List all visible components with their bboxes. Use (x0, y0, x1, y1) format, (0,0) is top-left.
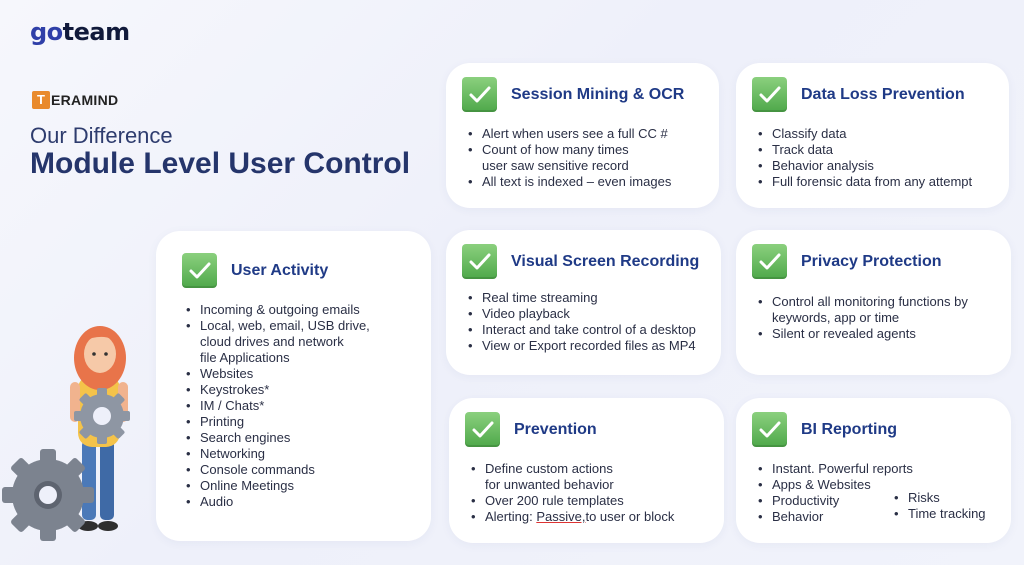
list-item: • Console commands (184, 462, 370, 478)
list-item: • Instant. Powerful reports (756, 461, 913, 477)
list-item: • Real time streaming (466, 290, 696, 306)
list-item: • Search engines (184, 430, 370, 446)
list-item: • Behavior (756, 509, 913, 525)
passive-underlined-text: Passive, (536, 509, 586, 524)
list-item: • Networking (184, 446, 370, 462)
card-prevention (449, 398, 724, 543)
card-title: User Activity (231, 261, 329, 279)
card-visual-screen-recording (446, 230, 721, 375)
list-item: • Time tracking (892, 506, 986, 522)
list-item: • Risks (892, 490, 986, 506)
teramind-initial: T (32, 91, 50, 109)
list-item: file Applications (200, 350, 290, 365)
list-item: • Printing (184, 414, 370, 430)
list-item: • Over 200 rule templates (469, 493, 674, 509)
list-item: • Apps & Websites (756, 477, 913, 493)
list-item: • Incoming & outgoing emails (184, 302, 370, 318)
list-item: • Define custom actions (469, 461, 674, 477)
card-bi-reporting (736, 398, 1011, 543)
card-session-mining (446, 63, 719, 208)
card-title: Session Mining & OCR (511, 85, 685, 103)
card-user-activity (156, 231, 431, 541)
checkmark-icon (182, 253, 217, 288)
list-item: • Control all monitoring functions by (756, 294, 968, 310)
list-item: • Local, web, email, USB drive, (184, 318, 370, 334)
card-title: BI Reporting (801, 420, 897, 438)
card-title: Prevention (514, 420, 597, 438)
list-item: • Productivity (756, 493, 913, 509)
list-item: • Behavior analysis (756, 158, 972, 174)
list-item: • Alerting: Passive,to user or block (469, 509, 674, 525)
list-item: user saw sensitive record (482, 158, 629, 173)
list-item: • Keystrokes* (184, 382, 370, 398)
checkmark-icon (462, 244, 497, 279)
list-item: • Classify data (756, 126, 972, 142)
list-item: • Full forensic data from any attempt (756, 174, 972, 190)
checkmark-icon (462, 77, 497, 112)
list-item: • All text is indexed – even images (466, 174, 671, 190)
card-title: Privacy Protection (801, 252, 942, 270)
list-item: for unwanted behavior (485, 477, 614, 492)
checkmark-icon (752, 77, 787, 112)
list-item: • Count of how many times (466, 142, 671, 158)
card-privacy-protection (736, 230, 1011, 375)
card-title: Visual Screen Recording (511, 252, 700, 270)
teramind-logo (32, 91, 118, 109)
card-title: Data Loss Prevention (801, 85, 965, 103)
list-item: • IM / Chats* (184, 398, 370, 414)
list-item: keywords, app or time (772, 310, 900, 325)
list-item: • Websites (184, 366, 370, 382)
page-title: Module Level User Control (30, 147, 411, 180)
list-item: • Silent or revealed agents (756, 326, 968, 342)
checkmark-icon (465, 412, 500, 447)
list-item: • Online Meetings (184, 478, 370, 494)
card-data-loss-prevention (736, 63, 1009, 208)
list-item: • Interact and take control of a desktop (466, 322, 696, 338)
list-item: • Alert when users see a full CC # (466, 126, 671, 142)
gear-icon (2, 449, 94, 541)
teramind-wordmark: ERAMIND (51, 92, 119, 108)
checkmark-icon (752, 412, 787, 447)
list-item: • View or Export recorded files as MP4 (466, 338, 696, 354)
goteam-logo: goteam (30, 18, 130, 46)
person-illustration (0, 320, 150, 565)
list-item: cloud drives and network (200, 334, 344, 349)
page-subtitle: Our Difference (30, 123, 173, 148)
gear-icon (74, 388, 130, 444)
list-item: • Audio (184, 494, 370, 510)
list-item: • Track data (756, 142, 972, 158)
checkmark-icon (752, 244, 787, 279)
list-item: • Video playback (466, 306, 696, 322)
